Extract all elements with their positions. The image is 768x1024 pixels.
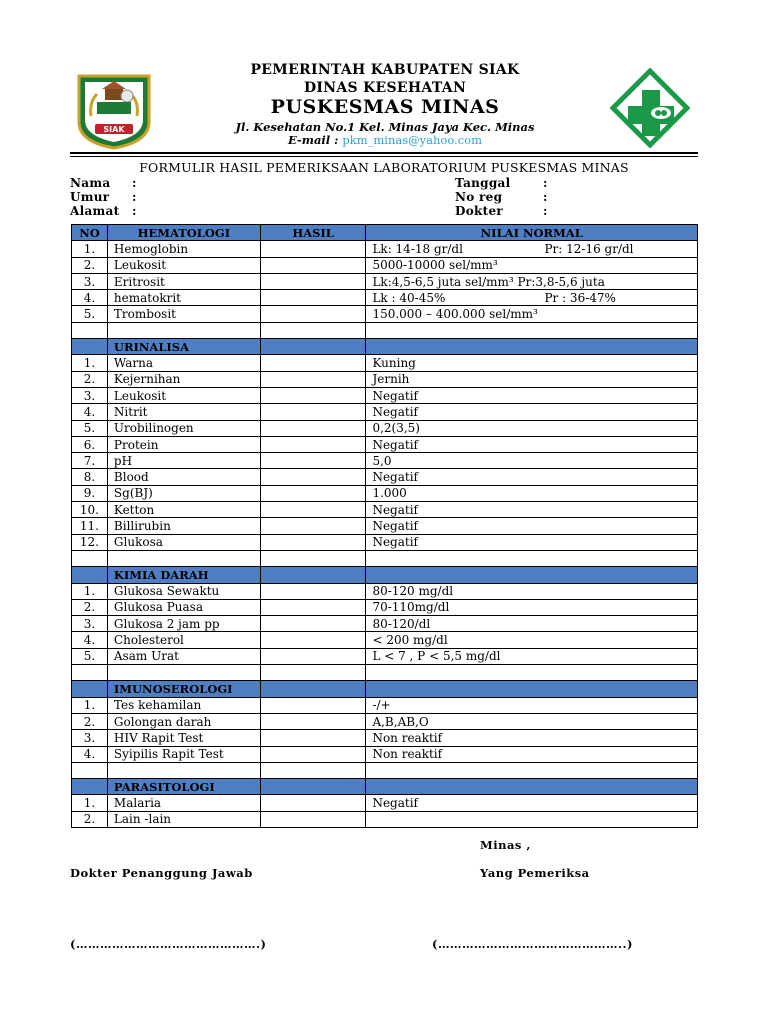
section-header-row — [72, 681, 698, 697]
row-number: 2. — [72, 599, 108, 615]
normal-value-cell — [366, 241, 698, 257]
row-number: 7. — [72, 453, 108, 469]
row-number: 1. — [72, 697, 108, 713]
row-number: 4. — [72, 632, 108, 648]
table-row — [72, 453, 698, 469]
test-name: Golongan darah — [107, 713, 260, 729]
row-number: 12. — [72, 534, 108, 550]
test-name: Glukosa — [107, 534, 260, 550]
test-name: hematokrit — [107, 290, 260, 306]
blank-cell — [107, 665, 260, 681]
hasil-cell[interactable] — [260, 241, 366, 257]
header-address: Jl. Kesehatan No.1 Kel. Minas Jaya Kec. Minas — [235, 120, 535, 134]
test-name: HIV Rapit Test — [107, 730, 260, 746]
table-row — [72, 599, 698, 615]
section-title: KIMIA DARAH — [107, 567, 260, 583]
test-name: Glukosa Sewaktu — [107, 583, 260, 599]
table-row — [72, 485, 698, 501]
table-row — [72, 257, 698, 273]
normal-value-cell: Negatif — [366, 436, 698, 452]
table-row — [72, 730, 698, 746]
blank-cell — [366, 322, 698, 338]
hasil-cell[interactable] — [260, 436, 366, 452]
normal-value-lk: Lk : 40-45% — [372, 290, 446, 305]
row-number: 11. — [72, 518, 108, 534]
hasil-cell[interactable] — [260, 404, 366, 420]
table-row — [72, 306, 698, 322]
hasil-cell[interactable] — [260, 632, 366, 648]
hasil-cell[interactable] — [260, 420, 366, 436]
blank-cell — [72, 322, 108, 338]
table-row — [72, 420, 698, 436]
hasil-cell[interactable] — [260, 485, 366, 501]
place-label: Minas , — [480, 838, 531, 852]
test-name: Billirubin — [107, 518, 260, 534]
table-row — [72, 404, 698, 420]
blank-row — [72, 322, 698, 338]
table-row — [72, 534, 698, 550]
hasil-cell[interactable] — [260, 811, 366, 827]
test-name: Protein — [107, 436, 260, 452]
field-umur — [70, 190, 137, 204]
form-title: FORMULIR HASIL PEMERIKSAAN LABORATORIUM PUSKESMAS MINAS — [139, 160, 629, 175]
hasil-cell[interactable] — [260, 534, 366, 550]
blank-row — [72, 665, 698, 681]
row-number: 2. — [72, 257, 108, 273]
puskesmas-logo — [610, 68, 690, 148]
col-header-hematologi: HEMATOLOGI — [107, 225, 260, 241]
section-normal-cell — [366, 779, 698, 795]
normal-value-split — [372, 242, 697, 256]
blank-cell — [366, 665, 698, 681]
kimia-darah-section — [72, 567, 698, 681]
section-hasil-cell — [260, 339, 366, 355]
table-row — [72, 290, 698, 306]
row-number: 3. — [72, 273, 108, 289]
hasil-cell[interactable] — [260, 713, 366, 729]
normal-value-cell — [366, 290, 698, 306]
normal-value-cell: Jernih — [366, 371, 698, 387]
hasil-cell[interactable] — [260, 599, 366, 615]
test-name: pH — [107, 453, 260, 469]
col-header-no: NO — [72, 225, 108, 241]
blank-cell — [72, 762, 108, 778]
table-row — [72, 811, 698, 827]
normal-value-cell: Kuning — [366, 355, 698, 371]
table-header-row — [72, 225, 698, 241]
normal-value-cell: Lk:4,5-6,5 juta sel/mm³ Pr:3,8-5,6 juta — [366, 273, 698, 289]
test-name: Blood — [107, 469, 260, 485]
row-number: 4. — [72, 746, 108, 762]
normal-value-cell: A,B,AB,O — [366, 713, 698, 729]
normal-value-split — [372, 291, 697, 305]
blank-row — [72, 550, 698, 566]
row-number: 4. — [72, 404, 108, 420]
table-row — [72, 713, 698, 729]
normal-value-cell: 150.000 – 400.000 sel/mm³ — [366, 306, 698, 322]
field-dokter-label: Dokter — [455, 204, 504, 218]
normal-value-cell: Negatif — [366, 387, 698, 403]
urinalisa-section — [72, 339, 698, 567]
colon: : — [132, 204, 137, 218]
blank-row — [72, 762, 698, 778]
table-row — [72, 241, 698, 257]
field-nama-label: Nama — [70, 176, 111, 190]
email-label: E-mail : — [288, 133, 339, 147]
blank-cell — [260, 762, 366, 778]
table-row — [72, 273, 698, 289]
table-row — [72, 746, 698, 762]
svg-text:SIAK: SIAK — [103, 125, 125, 134]
section-normal-cell — [366, 681, 698, 697]
test-name: Leukosit — [107, 387, 260, 403]
row-number: 1. — [72, 795, 108, 811]
field-alamat-label: Alamat — [70, 204, 120, 218]
section-hasil-cell — [260, 567, 366, 583]
hasil-cell[interactable] — [260, 616, 366, 632]
normal-value-pr: Pr: 12-16 gr/dl — [544, 241, 634, 256]
field-tanggal-label: Tanggal — [455, 176, 511, 190]
section-title: URINALISA — [107, 339, 260, 355]
row-number: 1. — [72, 241, 108, 257]
normal-value-cell: 1.000 — [366, 485, 698, 501]
table-row — [72, 355, 698, 371]
hasil-cell[interactable] — [260, 306, 366, 322]
table-row — [72, 697, 698, 713]
test-name: Sg(BJ) — [107, 485, 260, 501]
row-number: 2. — [72, 713, 108, 729]
colon: : — [543, 204, 548, 218]
test-name: Warna — [107, 355, 260, 371]
colon: : — [543, 176, 548, 190]
hasil-cell[interactable] — [260, 795, 366, 811]
table-row — [72, 502, 698, 518]
normal-value-cell: Negatif — [366, 795, 698, 811]
hasil-cell[interactable] — [260, 355, 366, 371]
hasil-cell[interactable] — [260, 730, 366, 746]
section-no-cell — [72, 779, 108, 795]
header-department: DINAS KESEHATAN — [303, 80, 467, 96]
row-number: 2. — [72, 371, 108, 387]
table-row — [72, 469, 698, 485]
normal-value-cell: Negatif — [366, 534, 698, 550]
blank-cell — [107, 322, 260, 338]
normal-value-pr: Pr : 36-47% — [544, 290, 616, 305]
test-name: Glukosa 2 jam pp — [107, 616, 260, 632]
test-name: Trombosit — [107, 306, 260, 322]
table-row — [72, 632, 698, 648]
hasil-cell[interactable] — [260, 469, 366, 485]
field-tanggal — [455, 176, 548, 190]
test-name: Ketton — [107, 502, 260, 518]
section-title: PARASITOLOGI — [107, 779, 260, 795]
normal-value-cell: 0,2(3,5) — [366, 420, 698, 436]
normal-value-cell — [366, 811, 698, 827]
blank-cell — [366, 762, 698, 778]
row-number: 1. — [72, 355, 108, 371]
colon: : — [132, 176, 137, 190]
email-link[interactable]: pkm_minas@yahoo.com — [342, 133, 482, 147]
table-row — [72, 583, 698, 599]
test-name: Urobilinogen — [107, 420, 260, 436]
siak-emblem-logo — [75, 72, 153, 150]
col-header-nilai-normal: NILAI NORMAL — [366, 225, 698, 241]
blank-cell — [260, 322, 366, 338]
section-title: IMUNOSEROLOGI — [107, 681, 260, 697]
table-row — [72, 387, 698, 403]
row-number: 9. — [72, 485, 108, 501]
section-header-row — [72, 567, 698, 583]
hasil-cell[interactable] — [260, 371, 366, 387]
test-name: Glukosa Puasa — [107, 599, 260, 615]
blank-cell — [72, 550, 108, 566]
examiner-signature-line: (………………………………………..) — [432, 937, 633, 951]
colon: : — [543, 190, 548, 204]
test-name: Leukosit — [107, 257, 260, 273]
normal-value-lk: Lk: 14-18 gr/dl — [372, 241, 463, 256]
section-header-row — [72, 779, 698, 795]
table-row — [72, 648, 698, 664]
row-number: 1. — [72, 583, 108, 599]
field-noreg-label: No reg — [455, 190, 503, 204]
hasil-cell[interactable] — [260, 273, 366, 289]
row-number: 3. — [72, 616, 108, 632]
test-name: Syipilis Rapit Test — [107, 746, 260, 762]
header-puskesmas-name: PUSKESMAS MINAS — [270, 96, 500, 118]
section-no-cell — [72, 681, 108, 697]
lab-results-table — [71, 224, 698, 828]
section-hasil-cell — [260, 681, 366, 697]
section-normal-cell — [366, 567, 698, 583]
field-nama — [70, 176, 137, 190]
colon: : — [132, 190, 137, 204]
row-number: 6. — [72, 436, 108, 452]
test-name: Kejernihan — [107, 371, 260, 387]
hasil-cell[interactable] — [260, 502, 366, 518]
hasil-cell[interactable] — [260, 290, 366, 306]
normal-value-cell: Negatif — [366, 404, 698, 420]
test-name: Asam Urat — [107, 648, 260, 664]
row-number: 3. — [72, 387, 108, 403]
test-name: Malaria — [107, 795, 260, 811]
table-row — [72, 616, 698, 632]
normal-value-cell: 80-120/dl — [366, 616, 698, 632]
field-umur-label: Umur — [70, 190, 110, 204]
row-number: 3. — [72, 730, 108, 746]
header-divider-thin — [70, 156, 698, 157]
hasil-cell[interactable] — [260, 518, 366, 534]
col-header-hasil: HASIL — [260, 225, 366, 241]
doctor-in-charge-label: Dokter Penanggung Jawab — [70, 866, 253, 880]
row-number: 8. — [72, 469, 108, 485]
normal-value-cell: Negatif — [366, 502, 698, 518]
hasil-cell[interactable] — [260, 387, 366, 403]
hasil-cell[interactable] — [260, 697, 366, 713]
section-normal-cell — [366, 339, 698, 355]
test-name: Hemoglobin — [107, 241, 260, 257]
row-number: 5. — [72, 306, 108, 322]
normal-value-cell: 80-120 mg/dl — [366, 583, 698, 599]
normal-value-cell: Non reaktif — [366, 746, 698, 762]
hematologi-section — [72, 241, 698, 339]
blank-cell — [366, 550, 698, 566]
imunoserologi-section — [72, 681, 698, 779]
normal-value-cell: -/+ — [366, 697, 698, 713]
parasitologi-section — [72, 779, 698, 828]
test-name: Cholesterol — [107, 632, 260, 648]
normal-value-cell: 70-110mg/dl — [366, 599, 698, 615]
section-hasil-cell — [260, 779, 366, 795]
field-noreg — [455, 190, 548, 204]
row-number: 2. — [72, 811, 108, 827]
hasil-cell[interactable] — [260, 746, 366, 762]
hasil-cell[interactable] — [260, 257, 366, 273]
field-dokter — [455, 204, 548, 218]
normal-value-cell: 5000-10000 sel/mm³ — [366, 257, 698, 273]
blank-cell — [107, 550, 260, 566]
field-alamat — [70, 204, 137, 218]
section-no-cell — [72, 339, 108, 355]
normal-value-cell: L < 7 , P < 5,5 mg/dl — [366, 648, 698, 664]
blank-cell — [107, 762, 260, 778]
test-name: Tes kehamilan — [107, 697, 260, 713]
row-number: 5. — [72, 420, 108, 436]
table-row — [72, 371, 698, 387]
blank-cell — [72, 665, 108, 681]
header-email-line — [150, 133, 620, 147]
test-name: Nitrit — [107, 404, 260, 420]
doctor-signature-line: (……………………………………….) — [70, 937, 267, 951]
header-divider-thick — [70, 152, 698, 154]
normal-value-cell: 5,0 — [366, 453, 698, 469]
hasil-cell[interactable] — [260, 648, 366, 664]
test-name: Lain -lain — [107, 811, 260, 827]
hasil-cell[interactable] — [260, 583, 366, 599]
table-row — [72, 518, 698, 534]
table-row — [72, 795, 698, 811]
normal-value-cell: Negatif — [366, 518, 698, 534]
section-no-cell — [72, 567, 108, 583]
normal-value-cell: < 200 mg/dl — [366, 632, 698, 648]
table-row — [72, 436, 698, 452]
normal-value-cell: Non reaktif — [366, 730, 698, 746]
row-number: 10. — [72, 502, 108, 518]
test-name: Eritrosit — [107, 273, 260, 289]
section-header-row — [72, 339, 698, 355]
blank-cell — [260, 665, 366, 681]
row-number: 4. — [72, 290, 108, 306]
normal-value-cell: Negatif — [366, 469, 698, 485]
examiner-label: Yang Pemeriksa — [480, 866, 590, 880]
blank-cell — [260, 550, 366, 566]
row-number: 5. — [72, 648, 108, 664]
header-government: PEMERINTAH KABUPATEN SIAK — [250, 62, 520, 78]
hasil-cell[interactable] — [260, 453, 366, 469]
